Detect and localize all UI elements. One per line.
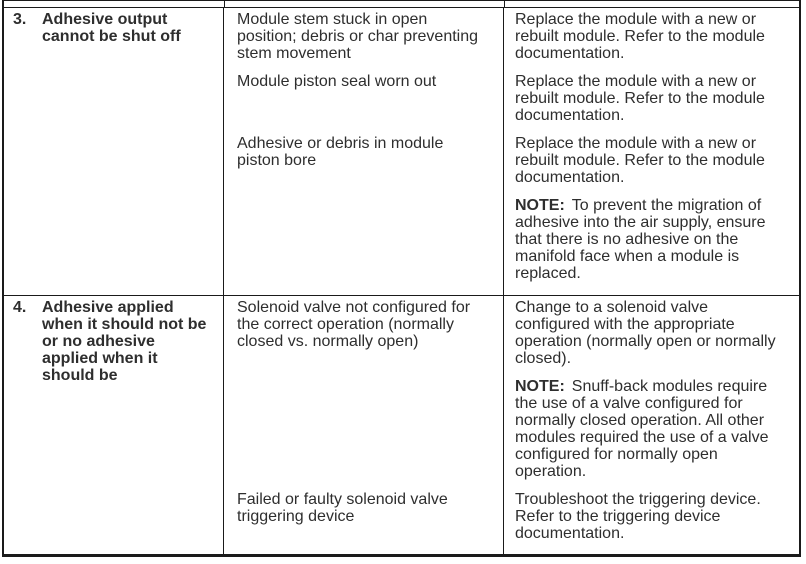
action-cell [504, 491, 801, 554]
cause-action-group [224, 8, 801, 295]
problem-cell [4, 8, 224, 295]
action-note [515, 197, 780, 282]
action-cell [504, 8, 801, 73]
problem-number: 3. [13, 11, 27, 28]
action-note [515, 378, 780, 480]
note-text: Snuff-back modules require the use of a valve configured for normally closed operation. All other modules required the use of a valve configured for normally open operation. [515, 378, 769, 480]
problem-text: Adhesive output cannot be shut off [42, 11, 181, 45]
action-sentence: Replace the module with a new or rebuilt module. Refer to the module documentation. [515, 11, 765, 62]
problem-text: Adhesive applied when it should not be or no adhesive applied when it should be [42, 299, 207, 384]
action-cell [504, 135, 801, 295]
cause-action-subrow [224, 8, 801, 73]
cause-text: Module stem stuck in open position; debris or char preventing stem movement [237, 11, 479, 62]
cause-cell [224, 491, 504, 554]
problem-row [4, 8, 799, 296]
cause-action-subrow [224, 73, 801, 135]
note-text: To prevent the migration of adhesive into the air supply, ensure that there is no adhesive on the manifold face when a module is replaced. [515, 197, 766, 282]
action-cell [504, 73, 801, 135]
action-text [515, 73, 780, 124]
cause-text: Module piston seal worn out [237, 73, 437, 90]
action-text [515, 135, 780, 186]
cause-action-subrow [224, 296, 801, 491]
action-text [515, 299, 780, 367]
remnant-problem-cell [4, 1, 224, 7]
cause-action-subrow [224, 491, 801, 554]
problem-cell [4, 296, 224, 554]
cause-text: Failed or faulty solenoid valve triggering device [237, 491, 448, 525]
cause-cell [224, 296, 504, 491]
action-text [515, 11, 780, 62]
action-sentence: Replace the module with a new or rebuilt module. Refer to the module documentation. [515, 73, 765, 124]
action-cell [504, 296, 801, 491]
action-sentence: Change to a solenoid valve configured with the appropriate operation (normally open or normally closed). [515, 299, 776, 367]
action-text [515, 491, 780, 542]
problem-number: 4. [13, 299, 27, 316]
note-label: NOTE: [515, 197, 565, 214]
action-sentence: Replace the module with a new or rebuilt module. Refer to the module documentation. [515, 135, 765, 186]
problem-row [4, 296, 799, 554]
cause-text: Solenoid valve not configured for the correct operation (normally closed vs. normally open) [237, 299, 471, 350]
previous-row-remnant [4, 1, 799, 8]
cause-action-subrow [224, 135, 801, 295]
cause-cell [224, 135, 504, 295]
cause-text: Adhesive or debris in module piston bore [237, 135, 444, 169]
troubleshooting-table [2, 0, 801, 557]
cause-cell [224, 73, 504, 135]
cause-action-group [224, 296, 801, 554]
cause-cell [224, 8, 504, 73]
action-sentence: Troubleshoot the triggering device. Refer to the triggering device documentation. [515, 491, 761, 542]
remnant-action-cell [504, 1, 799, 7]
remnant-cause-cell [224, 1, 504, 7]
note-label: NOTE: [515, 378, 565, 395]
